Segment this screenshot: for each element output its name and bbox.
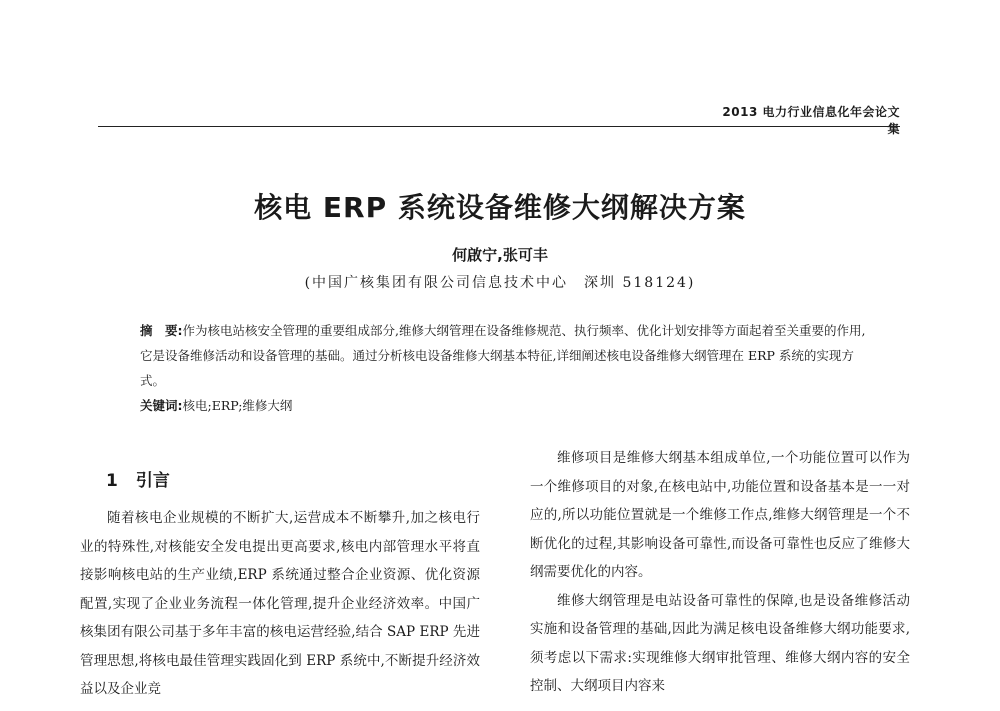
section-heading-intro	[106, 466, 170, 491]
running-head: 2013 电力行业信息化年会论文集	[722, 105, 900, 136]
abstract-label: 摘 要:	[140, 323, 183, 338]
header-rule	[98, 126, 900, 127]
section-number: 1	[106, 471, 118, 491]
paper-title: 核电 ERP 系统设备维修大纲解决方案	[254, 191, 746, 224]
right-paragraph-1: 维修项目是维修大纲基本组成单位,一个功能位置可以作为一个维修项目的对象,在核电站中,功能位置和设备基本是一一对应的,所以功能位置就是一个维修工作点,维修大纲管理是一个不断优化的过程,其影响设备可靠性,而设备可靠性也反应了维修大纲需要优化的内容。	[530, 450, 910, 580]
left-column	[80, 504, 480, 704]
keywords-label: 关键词:	[140, 398, 183, 413]
abstract	[140, 318, 868, 393]
intro-paragraph: 随着核电企业规模的不断扩大,运营成本不断攀升,加之核电行业的特殊性,对核能安全发电提出更高要求,核电内部管理水平将直接影响核电站的生产业绩,ERP 系统通过整合企业资源、优化资源配置,实现了企业业务流程一体化管理,提升企业经济效率。中国广核集团有限公司基于多年丰富的核电运营经验,结合 SAP ERP 先进管理思想,将核电最佳管理实践固化到 ERP 系统中,不断提升经济效益以及企业竞	[80, 510, 480, 697]
keywords	[140, 396, 868, 414]
section-title: 引言	[135, 471, 170, 491]
paper-authors: 何啟宁,张可丰	[452, 246, 548, 264]
paper-affiliation: (中国广核集团有限公司信息技术中心 深圳 518124)	[304, 275, 696, 291]
right-paragraph-2: 维修大纲管理是电站设备可靠性的保障,也是设备维修活动实施和设备管理的基础,因此为满足核电设备维修大纲功能要求,须考虑以下需求:实现维修大纲审批管理、维修大纲内容的安全控制、大纲项目内容来	[530, 592, 910, 694]
keywords-text: 核电;ERP;维修大纲	[182, 398, 293, 413]
abstract-text: 作为核电站核安全管理的重要组成部分,维修大纲管理在设备维修规范、执行频率、优化计划安排等方面起着至关重要的作用,它是设备维修活动和设备管理的基础。通过分析核电设备维修大纲基本特征,详细阐述核电设备维修大纲管理在 ERP 系统的实现方式。	[140, 323, 866, 388]
right-column	[530, 444, 910, 701]
